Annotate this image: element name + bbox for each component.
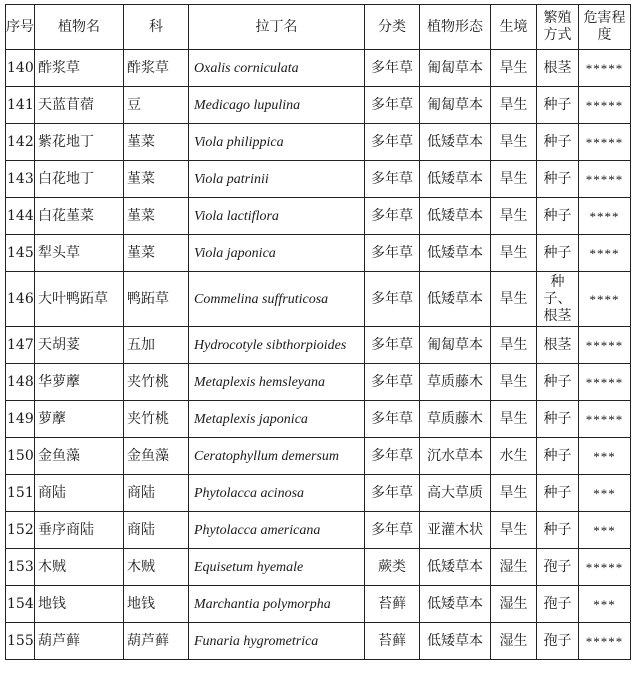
table-row [6, 438, 631, 475]
plant-form: 低矮草本 [420, 272, 491, 327]
table-row [6, 198, 631, 235]
propagation: 孢子 [537, 623, 579, 660]
plant-name: 垂序商陆 [35, 512, 124, 549]
family: 堇菜 [124, 198, 189, 235]
plant-form: 低矮草本 [420, 235, 491, 272]
habitat: 旱生 [491, 198, 537, 235]
row-index: 144 [6, 198, 35, 235]
propagation: 孢子 [537, 586, 579, 623]
row-index: 148 [6, 364, 35, 401]
habitat: 旱生 [491, 50, 537, 87]
category: 多年草 [365, 364, 420, 401]
plant-name: 白花地丁 [35, 161, 124, 198]
row-index: 146 [6, 272, 35, 327]
table-row [6, 512, 631, 549]
row-index: 151 [6, 475, 35, 512]
habitat: 湿生 [491, 586, 537, 623]
plant-name: 地钱 [35, 586, 124, 623]
latin-name: Metaplexis japonica [189, 401, 365, 438]
category: 多年草 [365, 50, 420, 87]
habitat: 旱生 [491, 272, 537, 327]
table-row [6, 124, 631, 161]
header-family: 科 [124, 5, 189, 50]
harm-level: ***** [579, 364, 631, 401]
plant-name: 犁头草 [35, 235, 124, 272]
row-index: 143 [6, 161, 35, 198]
family: 豆 [124, 87, 189, 124]
habitat: 旱生 [491, 364, 537, 401]
row-index: 149 [6, 401, 35, 438]
habitat: 旱生 [491, 512, 537, 549]
latin-name: Viola patrinii [189, 161, 365, 198]
latin-name: Metaplexis hemsleyana [189, 364, 365, 401]
category: 多年草 [365, 327, 420, 364]
latin-name: Phytolacca americana [189, 512, 365, 549]
habitat: 旱生 [491, 401, 537, 438]
table-row [6, 623, 631, 660]
header-index: 序号 [6, 5, 35, 50]
family: 酢浆草 [124, 50, 189, 87]
harm-level: ***** [579, 50, 631, 87]
latin-name: Marchantia polymorpha [189, 586, 365, 623]
table-row [6, 549, 631, 586]
table-row [6, 475, 631, 512]
plant-name: 木贼 [35, 549, 124, 586]
row-index: 141 [6, 87, 35, 124]
plant-form: 低矮草本 [420, 198, 491, 235]
propagation: 种子 [537, 124, 579, 161]
category: 多年草 [365, 512, 420, 549]
latin-name: Equisetum hyemale [189, 549, 365, 586]
propagation: 种子 [537, 401, 579, 438]
harm-level: ***** [579, 623, 631, 660]
table-row [6, 364, 631, 401]
plant-name: 金鱼藻 [35, 438, 124, 475]
category: 多年草 [365, 438, 420, 475]
header-plant-name: 植物名 [35, 5, 124, 50]
family: 地钱 [124, 586, 189, 623]
category: 苔藓 [365, 623, 420, 660]
category: 苔藓 [365, 586, 420, 623]
family: 堇菜 [124, 161, 189, 198]
harm-level: ***** [579, 124, 631, 161]
category: 多年草 [365, 475, 420, 512]
category: 多年草 [365, 198, 420, 235]
plant-form: 匍匐草本 [420, 87, 491, 124]
table-row [6, 161, 631, 198]
row-index: 147 [6, 327, 35, 364]
family: 商陆 [124, 475, 189, 512]
habitat: 旱生 [491, 475, 537, 512]
plant-form: 匍匐草本 [420, 327, 491, 364]
plant-form: 匍匐草本 [420, 50, 491, 87]
latin-name: Phytolacca acinosa [189, 475, 365, 512]
habitat: 旱生 [491, 235, 537, 272]
table-row [6, 586, 631, 623]
category: 多年草 [365, 87, 420, 124]
latin-name: Hydrocotyle sibthorpioides [189, 327, 365, 364]
propagation: 孢子 [537, 549, 579, 586]
propagation: 种子 [537, 512, 579, 549]
plant-name: 大叶鸭跖草 [35, 272, 124, 327]
latin-name: Commelina suffruticosa [189, 272, 365, 327]
row-index: 140 [6, 50, 35, 87]
table-row [6, 235, 631, 272]
family: 商陆 [124, 512, 189, 549]
category: 蕨类 [365, 549, 420, 586]
plant-form: 亚灌木状 [420, 512, 491, 549]
harm-level: *** [579, 512, 631, 549]
plant-form: 低矮草本 [420, 623, 491, 660]
plant-form: 草质藤木 [420, 364, 491, 401]
harm-level: ***** [579, 87, 631, 124]
harm-level: ***** [579, 161, 631, 198]
row-index: 153 [6, 549, 35, 586]
row-index: 142 [6, 124, 35, 161]
harm-level: ***** [579, 549, 631, 586]
harm-level: **** [579, 198, 631, 235]
plant-name: 萝藦 [35, 401, 124, 438]
habitat: 旱生 [491, 87, 537, 124]
habitat: 旱生 [491, 161, 537, 198]
table-row [6, 87, 631, 124]
habitat: 湿生 [491, 549, 537, 586]
habitat: 旱生 [491, 327, 537, 364]
latin-name: Oxalis corniculata [189, 50, 365, 87]
latin-name: Viola philippica [189, 124, 365, 161]
row-index: 154 [6, 586, 35, 623]
plant-name: 白花堇菜 [35, 198, 124, 235]
plant-form: 低矮草本 [420, 124, 491, 161]
table-row [6, 50, 631, 87]
family: 木贼 [124, 549, 189, 586]
harm-level: **** [579, 272, 631, 327]
plant-name: 紫花地丁 [35, 124, 124, 161]
family: 堇菜 [124, 124, 189, 161]
propagation: 种子 [537, 364, 579, 401]
habitat: 旱生 [491, 124, 537, 161]
category: 多年草 [365, 161, 420, 198]
propagation: 种子 [537, 161, 579, 198]
harm-level: *** [579, 438, 631, 475]
harm-level: **** [579, 235, 631, 272]
family: 葫芦藓 [124, 623, 189, 660]
header-form: 植物形态 [420, 5, 491, 50]
row-index: 155 [6, 623, 35, 660]
latin-name: Viola japonica [189, 235, 365, 272]
propagation: 种子 [537, 198, 579, 235]
plant-name: 华萝藦 [35, 364, 124, 401]
propagation: 种子、根茎 [537, 272, 579, 327]
category: 多年草 [365, 124, 420, 161]
propagation: 种子 [537, 87, 579, 124]
plant-form: 草质藤木 [420, 401, 491, 438]
row-index: 150 [6, 438, 35, 475]
row-index: 145 [6, 235, 35, 272]
harm-level: ***** [579, 327, 631, 364]
harm-level: ***** [579, 401, 631, 438]
plant-form: 沉水草本 [420, 438, 491, 475]
propagation: 种子 [537, 235, 579, 272]
plant-form: 低矮草本 [420, 549, 491, 586]
family: 夹竹桃 [124, 401, 189, 438]
plant-name: 商陆 [35, 475, 124, 512]
header-category: 分类 [365, 5, 420, 50]
table-row [6, 272, 631, 327]
latin-name: Ceratophyllum demersum [189, 438, 365, 475]
header-propagation: 繁殖方式 [537, 5, 579, 50]
table-header-row [6, 5, 631, 50]
plant-name: 酢浆草 [35, 50, 124, 87]
propagation: 种子 [537, 438, 579, 475]
harm-level: *** [579, 475, 631, 512]
family: 堇菜 [124, 235, 189, 272]
propagation: 根茎 [537, 327, 579, 364]
plant-name: 天胡荽 [35, 327, 124, 364]
habitat: 水生 [491, 438, 537, 475]
family: 金鱼藻 [124, 438, 189, 475]
category: 多年草 [365, 272, 420, 327]
plant-form: 低矮草本 [420, 161, 491, 198]
weed-species-table [5, 4, 631, 660]
plant-form: 高大草质 [420, 475, 491, 512]
propagation: 种子 [537, 475, 579, 512]
habitat: 湿生 [491, 623, 537, 660]
table-row [6, 401, 631, 438]
family: 夹竹桃 [124, 364, 189, 401]
plant-name: 天蓝苜蓿 [35, 87, 124, 124]
plant-form: 低矮草本 [420, 586, 491, 623]
category: 多年草 [365, 235, 420, 272]
family: 五加 [124, 327, 189, 364]
latin-name: Funaria hygrometrica [189, 623, 365, 660]
latin-name: Viola lactiflora [189, 198, 365, 235]
harm-level: *** [579, 586, 631, 623]
header-latin-name: 拉丁名 [189, 5, 365, 50]
header-harm-level: 危害程度 [579, 5, 631, 50]
propagation: 根茎 [537, 50, 579, 87]
row-index: 152 [6, 512, 35, 549]
latin-name: Medicago lupulina [189, 87, 365, 124]
plant-name: 葫芦藓 [35, 623, 124, 660]
table-row [6, 327, 631, 364]
header-habitat: 生境 [491, 5, 537, 50]
family: 鸭跖草 [124, 272, 189, 327]
category: 多年草 [365, 401, 420, 438]
